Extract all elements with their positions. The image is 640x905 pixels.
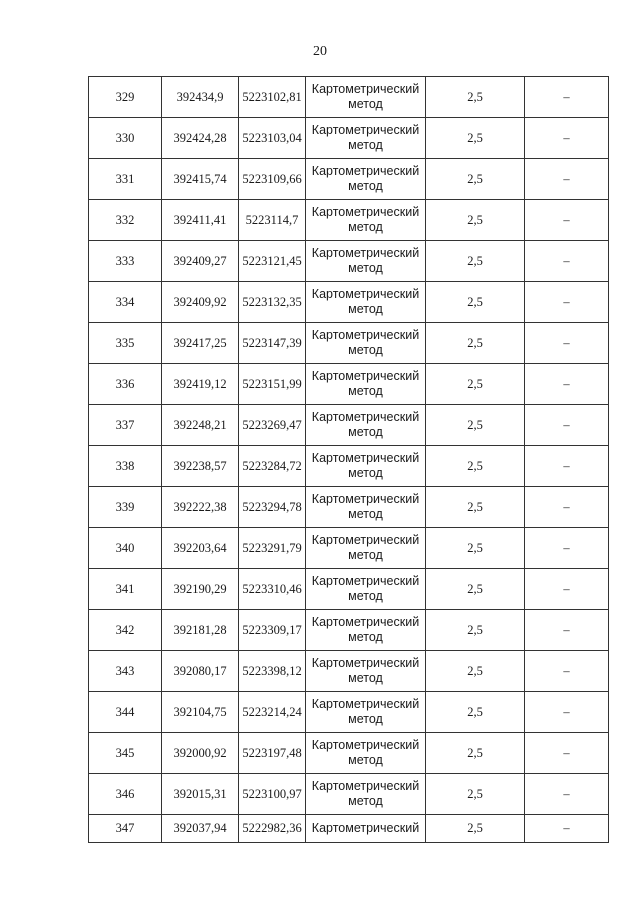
description-cell: – (525, 405, 609, 446)
x-coordinate-cell: 392417,25 (162, 323, 239, 364)
method-cell: Картометрический метод (306, 323, 426, 364)
table-row (89, 323, 609, 364)
y-coordinate-cell: 5223102,81 (239, 77, 306, 118)
table-row (89, 446, 609, 487)
table-row (89, 569, 609, 610)
table-row (89, 241, 609, 282)
x-coordinate-cell: 392409,92 (162, 282, 239, 323)
table-row (89, 651, 609, 692)
method-cell: Картометрический метод (306, 610, 426, 651)
point-number-cell: 341 (89, 569, 162, 610)
table-row (89, 118, 609, 159)
y-coordinate-cell: 5223147,39 (239, 323, 306, 364)
point-number-cell: 339 (89, 487, 162, 528)
method-cell: Картометрический метод (306, 569, 426, 610)
y-coordinate-cell: 5223109,66 (239, 159, 306, 200)
description-cell: – (525, 159, 609, 200)
x-coordinate-cell: 392104,75 (162, 692, 239, 733)
description-cell: – (525, 282, 609, 323)
y-coordinate-cell: 5223151,99 (239, 364, 306, 405)
point-number-cell: 332 (89, 200, 162, 241)
x-coordinate-cell: 392222,38 (162, 487, 239, 528)
accuracy-cell: 2,5 (426, 200, 525, 241)
y-coordinate-cell: 5223269,47 (239, 405, 306, 446)
description-cell: – (525, 446, 609, 487)
table-row (89, 610, 609, 651)
accuracy-cell: 2,5 (426, 77, 525, 118)
y-coordinate-cell: 5223398,12 (239, 651, 306, 692)
y-coordinate-cell: 5223103,04 (239, 118, 306, 159)
y-coordinate-cell: 5223284,72 (239, 446, 306, 487)
table-row (89, 692, 609, 733)
description-cell: – (525, 692, 609, 733)
method-cell: Картометрический метод (306, 692, 426, 733)
point-number-cell: 346 (89, 774, 162, 815)
point-number-cell: 335 (89, 323, 162, 364)
x-coordinate-cell: 392419,12 (162, 364, 239, 405)
table-row (89, 405, 609, 446)
x-coordinate-cell: 392181,28 (162, 610, 239, 651)
coordinates-table (88, 76, 609, 843)
accuracy-cell: 2,5 (426, 610, 525, 651)
method-cell: Картометрический метод (306, 200, 426, 241)
table-row (89, 774, 609, 815)
point-number-cell: 338 (89, 446, 162, 487)
x-coordinate-cell: 392190,29 (162, 569, 239, 610)
description-cell: – (525, 651, 609, 692)
method-cell: Картометрический метод (306, 651, 426, 692)
table-row (89, 815, 609, 843)
x-coordinate-cell: 392238,57 (162, 446, 239, 487)
point-number-cell: 340 (89, 528, 162, 569)
accuracy-cell: 2,5 (426, 569, 525, 610)
method-cell: Картометрический метод (306, 118, 426, 159)
method-cell: Картометрический метод (306, 241, 426, 282)
point-number-cell: 347 (89, 815, 162, 843)
point-number-cell: 329 (89, 77, 162, 118)
accuracy-cell: 2,5 (426, 282, 525, 323)
description-cell: – (525, 241, 609, 282)
description-cell: – (525, 77, 609, 118)
accuracy-cell: 2,5 (426, 241, 525, 282)
method-cell: Картометрический (306, 815, 426, 843)
method-cell: Картометрический метод (306, 77, 426, 118)
description-cell: – (525, 323, 609, 364)
x-coordinate-cell: 392080,17 (162, 651, 239, 692)
x-coordinate-cell: 392411,41 (162, 200, 239, 241)
y-coordinate-cell: 5222982,36 (239, 815, 306, 843)
description-cell: – (525, 528, 609, 569)
method-cell: Картометрический метод (306, 282, 426, 323)
x-coordinate-cell: 392248,21 (162, 405, 239, 446)
point-number-cell: 343 (89, 651, 162, 692)
y-coordinate-cell: 5223294,78 (239, 487, 306, 528)
page-number: 20 (313, 44, 327, 59)
point-number-cell: 331 (89, 159, 162, 200)
point-number-cell: 334 (89, 282, 162, 323)
accuracy-cell: 2,5 (426, 446, 525, 487)
point-number-cell: 337 (89, 405, 162, 446)
accuracy-cell: 2,5 (426, 692, 525, 733)
method-cell: Картометрический метод (306, 774, 426, 815)
y-coordinate-cell: 5223114,7 (239, 200, 306, 241)
y-coordinate-cell: 5223310,46 (239, 569, 306, 610)
method-cell: Картометрический метод (306, 528, 426, 569)
table-row (89, 77, 609, 118)
table-body (89, 77, 609, 843)
table-row (89, 159, 609, 200)
method-cell: Картометрический метод (306, 405, 426, 446)
x-coordinate-cell: 392409,27 (162, 241, 239, 282)
x-coordinate-cell: 392434,9 (162, 77, 239, 118)
point-number-cell: 344 (89, 692, 162, 733)
y-coordinate-cell: 5223291,79 (239, 528, 306, 569)
point-number-cell: 345 (89, 733, 162, 774)
y-coordinate-cell: 5223214,24 (239, 692, 306, 733)
accuracy-cell: 2,5 (426, 487, 525, 528)
accuracy-cell: 2,5 (426, 159, 525, 200)
table-row (89, 200, 609, 241)
table-row (89, 282, 609, 323)
x-coordinate-cell: 392424,28 (162, 118, 239, 159)
y-coordinate-cell: 5223197,48 (239, 733, 306, 774)
table-row (89, 733, 609, 774)
description-cell: – (525, 733, 609, 774)
point-number-cell: 333 (89, 241, 162, 282)
table-row (89, 364, 609, 405)
y-coordinate-cell: 5223100,97 (239, 774, 306, 815)
accuracy-cell: 2,5 (426, 364, 525, 405)
accuracy-cell: 2,5 (426, 651, 525, 692)
point-number-cell: 330 (89, 118, 162, 159)
x-coordinate-cell: 392037,94 (162, 815, 239, 843)
accuracy-cell: 2,5 (426, 528, 525, 569)
accuracy-cell: 2,5 (426, 774, 525, 815)
table-row (89, 528, 609, 569)
accuracy-cell: 2,5 (426, 733, 525, 774)
description-cell: – (525, 610, 609, 651)
point-number-cell: 342 (89, 610, 162, 651)
x-coordinate-cell: 392203,64 (162, 528, 239, 569)
description-cell: – (525, 774, 609, 815)
y-coordinate-cell: 5223309,17 (239, 610, 306, 651)
method-cell: Картометрический метод (306, 446, 426, 487)
x-coordinate-cell: 392415,74 (162, 159, 239, 200)
x-coordinate-cell: 392015,31 (162, 774, 239, 815)
y-coordinate-cell: 5223132,35 (239, 282, 306, 323)
description-cell: – (525, 487, 609, 528)
description-cell: – (525, 364, 609, 405)
description-cell: – (525, 815, 609, 843)
description-cell: – (525, 569, 609, 610)
accuracy-cell: 2,5 (426, 405, 525, 446)
y-coordinate-cell: 5223121,45 (239, 241, 306, 282)
accuracy-cell: 2,5 (426, 323, 525, 364)
table-row (89, 487, 609, 528)
point-number-cell: 336 (89, 364, 162, 405)
x-coordinate-cell: 392000,92 (162, 733, 239, 774)
method-cell: Картометрический метод (306, 364, 426, 405)
accuracy-cell: 2,5 (426, 815, 525, 843)
description-cell: – (525, 118, 609, 159)
method-cell: Картометрический метод (306, 487, 426, 528)
method-cell: Картометрический метод (306, 733, 426, 774)
description-cell: – (525, 200, 609, 241)
accuracy-cell: 2,5 (426, 118, 525, 159)
method-cell: Картометрический метод (306, 159, 426, 200)
